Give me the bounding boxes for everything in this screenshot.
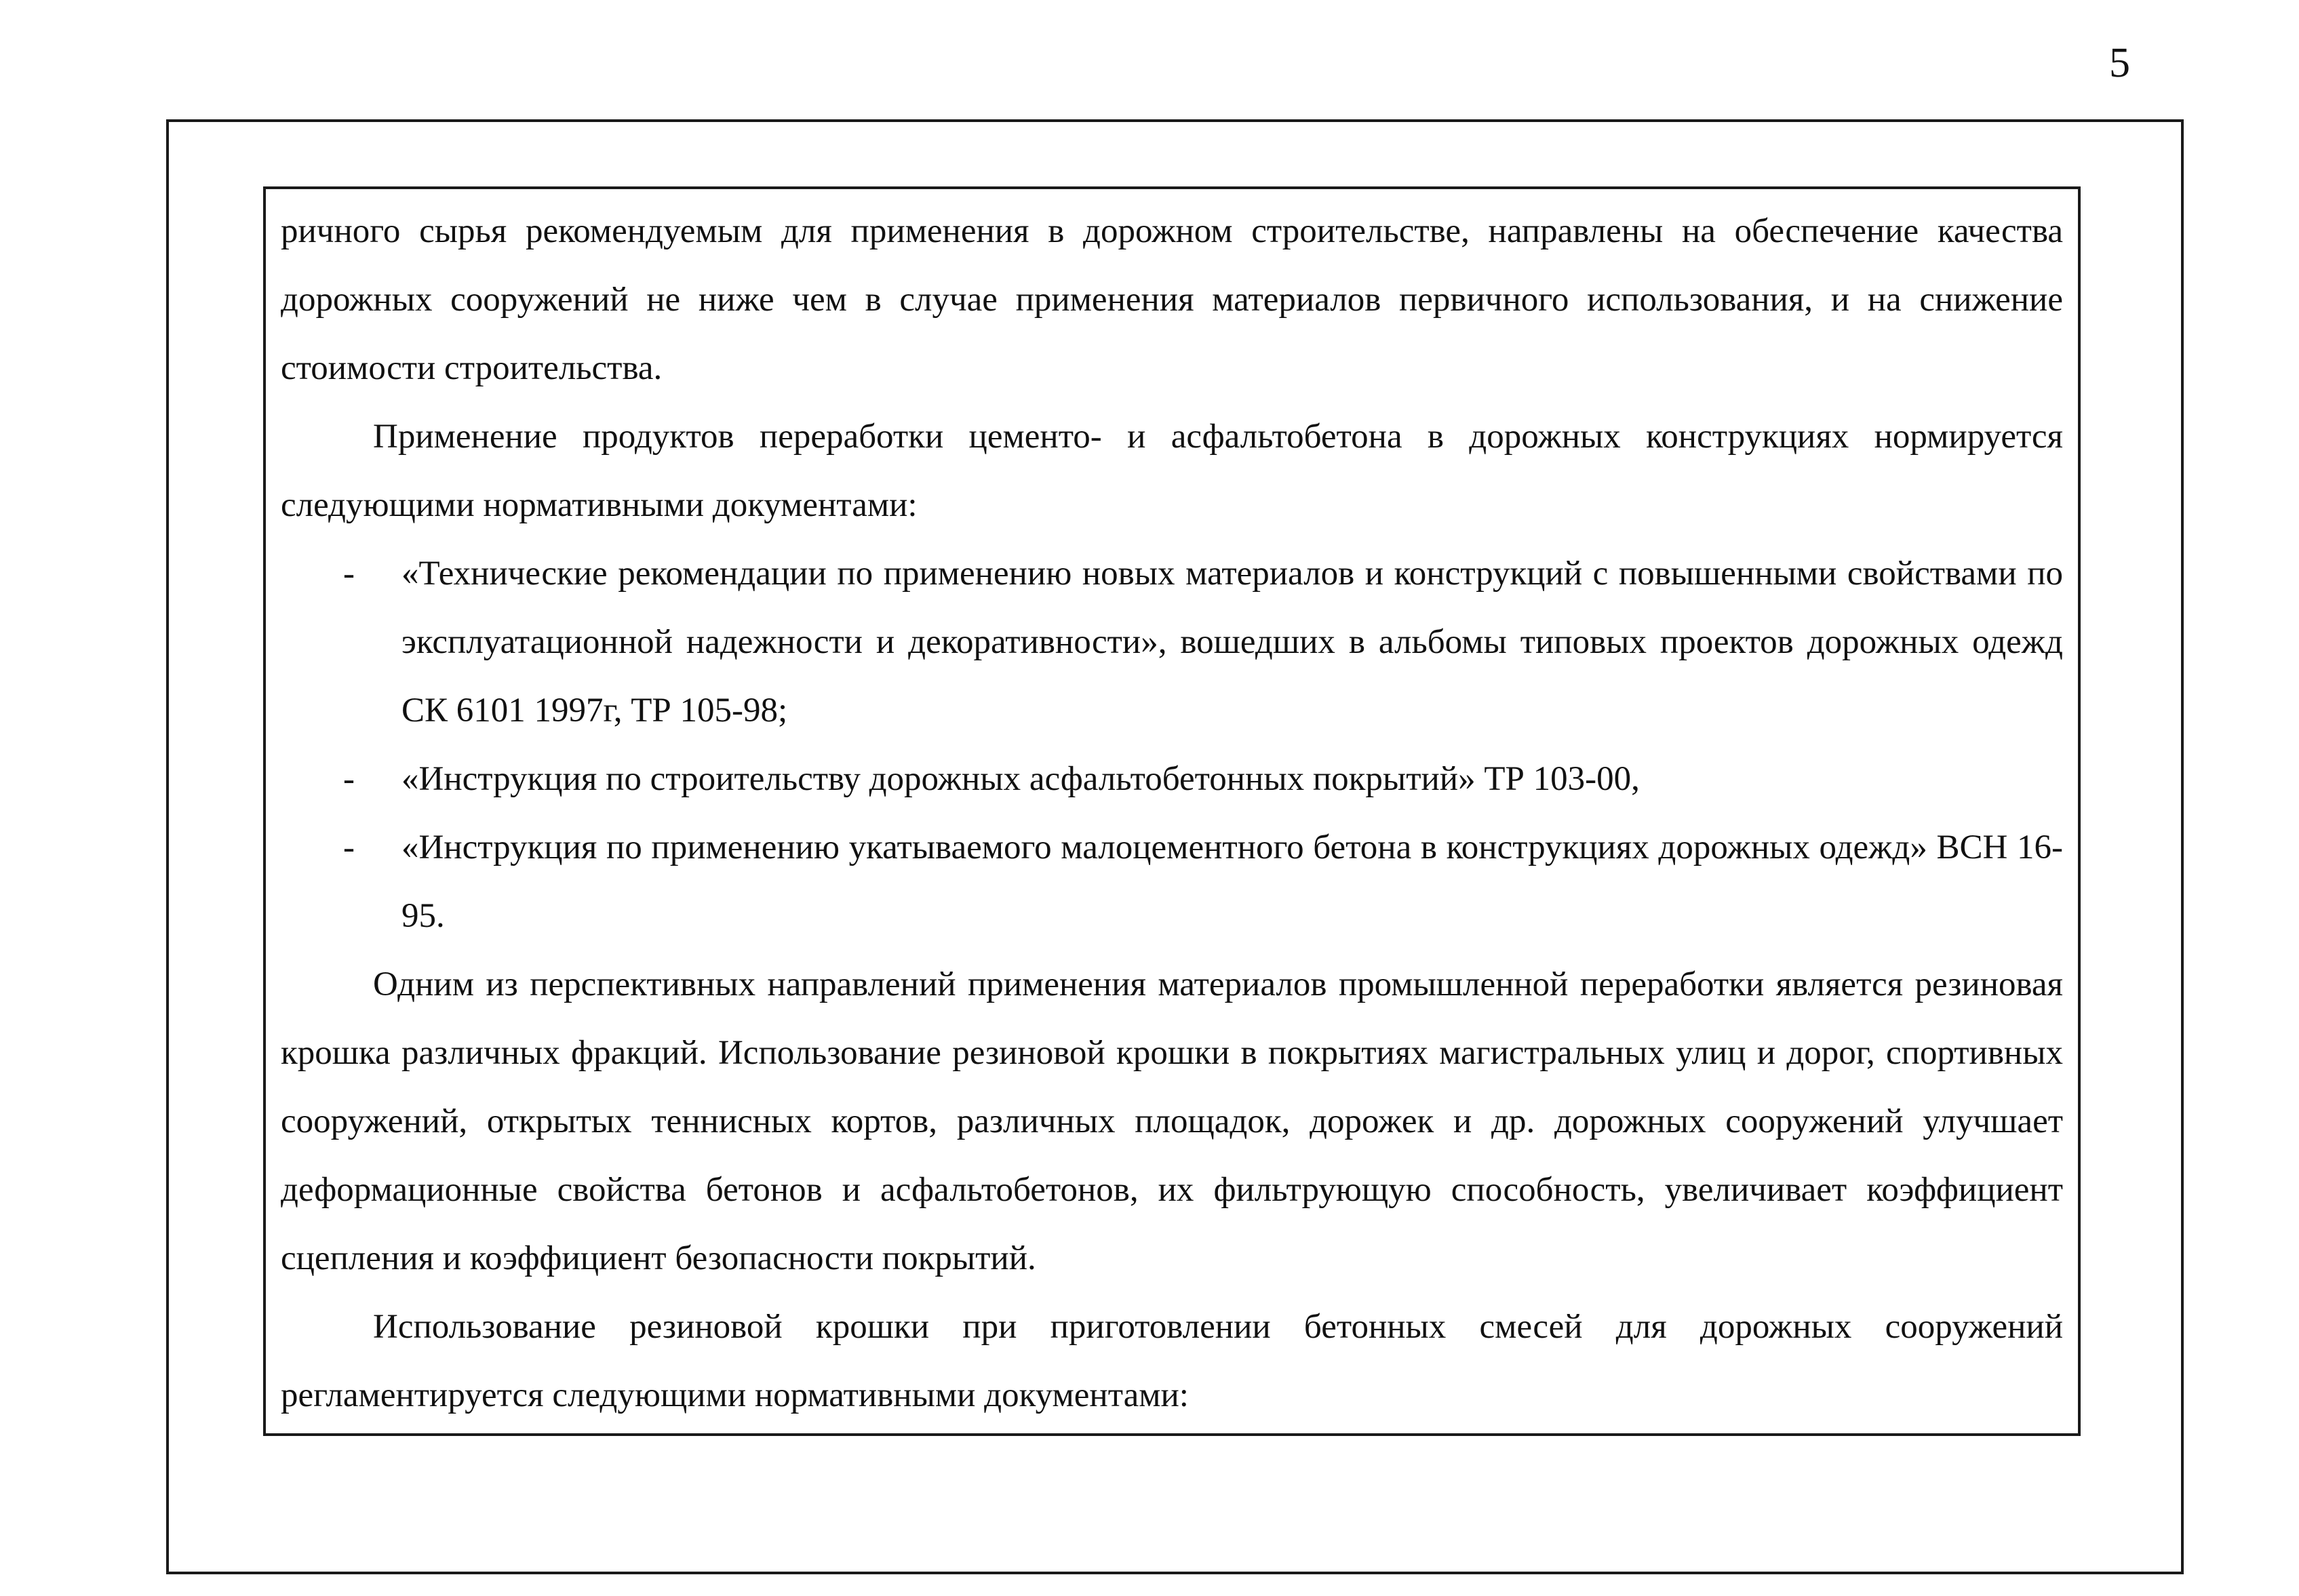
list-item	[281, 540, 2063, 745]
list-item	[281, 745, 2063, 814]
list-item	[281, 814, 2063, 951]
paragraph-4: Использование резиновой крошки при приготовлении бетонных смесей для дорожных сооружений регламентируется следующими нормативными документами:	[281, 1308, 2063, 1414]
paragraph-1: ричного сырья рекомендуемым для применения в дорожном строительстве, направлены на обеспечение качества дорожных сооружений не ниже чем в случае применения материалов первичного использования, и на снижение стоимости строительства.	[281, 212, 2063, 387]
list-dash: -	[343, 555, 355, 593]
list-item-text: «Инструкция по применению укатываемого малоцементного бетона в конструкциях дорожных одежд» ВСН 16-95.	[401, 829, 2063, 935]
list-item-text: «Инструкция по строительству дорожных асфальтобетонных покрытий» ТР 103-00,	[401, 760, 1640, 798]
page-number: 5	[2109, 40, 2130, 86]
document-list	[281, 540, 2063, 951]
text-frame	[263, 186, 2081, 1436]
list-dash: -	[343, 760, 355, 798]
paragraph-2: Применение продуктов переработки цементо- и асфальтобетона в дорожных конструкциях нормируется следующими нормативными документами:	[281, 418, 2063, 524]
paragraph-3: Одним из перспективных направлений применения материалов промышленной переработки является резиновая крошка различных фракций. Использование резиновой крошки в покрытиях магистральных улиц и дорог, спортивных сооружений, открытых теннисных кортов, различных площадок, дорожек и др. дорожных сооружений улучшает деформационные свойства бетонов и асфальтобетонов, их фильтрующую способность, увеличивает коэффициент сцепления и коэффициент безопасности покрытий.	[281, 965, 2063, 1277]
list-dash: -	[343, 829, 355, 866]
list-item-text: «Технические рекомендации по применению новых материалов и конструкций с повышенными свойствами по эксплуатационной надежности и декоративности», вошедших в альбомы типовых проектов дорожных одежд СК 6101 1997г, ТР 105-98;	[401, 555, 2063, 730]
